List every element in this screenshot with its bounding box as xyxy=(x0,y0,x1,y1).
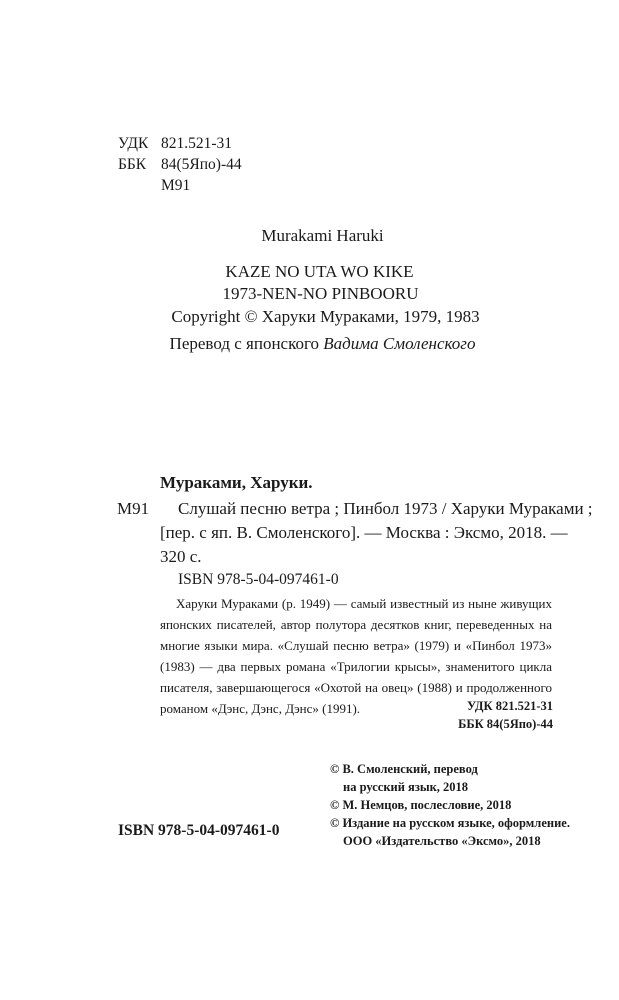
translation-credit xyxy=(0,332,619,355)
copyright-block xyxy=(330,760,570,850)
catalog-line3: 320 с. xyxy=(160,547,202,566)
copyright-translation-cont: на русский язык, 2018 xyxy=(343,780,469,794)
translator-name: Вадима Смоленского xyxy=(323,334,476,353)
original-title-line1: KAZE NO UTA WO KIKE xyxy=(225,262,414,281)
catalog-line1: Слушай песню ветра ; Пинбол 1973 / Харуки Мураками ; xyxy=(178,499,593,518)
bottom-bbk: ББК 84(5Япо)-44 xyxy=(458,717,553,731)
udk-line xyxy=(118,134,232,154)
copyright-publisher: ООО «Издательство «Эксмо», 2018 xyxy=(343,834,541,848)
copyright-line: Copyright © Харуки Мураками, 1979, 1983 xyxy=(171,307,480,326)
catalog-line2: [пер. с яп. В. Смоленского]. — Москва : Эксмо, 2018. — xyxy=(160,523,568,542)
bottom-classification xyxy=(458,697,553,733)
bbk-value: 84(5Япо)-44 xyxy=(161,156,242,173)
author-mark: М91 xyxy=(161,177,191,194)
catalog-isbn: ISBN 978-5-04-097461-0 xyxy=(178,571,339,588)
copyright-edition: © Издание на русском языке, оформление. xyxy=(330,816,570,830)
original-title-line2: 1973-NEN-NO PINBOORU xyxy=(222,284,419,303)
annotation-text: Харуки Мураками (р. 1949) — самый известный из ныне живущих японских писателей, автор полутора десятков книг, переведенных на многие языки мира. «Слушай песню ветра» (1979) и «Пинбол 1973» (1983) — два первых романа «Трилогии крысы», знаменитого цикла писателя, завершающегося «Охотой на овец» (1988) и продолженного романом «Дэнс, Дэнс, Дэнс» (1991). xyxy=(160,596,552,716)
bbk-label: ББК xyxy=(118,156,147,173)
bbk-line xyxy=(118,155,242,175)
copyright-afterword: © М. Немцов, послесловие, 2018 xyxy=(330,798,512,812)
catalog-heading: Мураками, Харуки. xyxy=(160,473,313,492)
udk-value: 821.521-31 xyxy=(161,135,233,152)
bottom-udk: УДК 821.521-31 xyxy=(467,699,553,713)
original-author: Murakami Haruki xyxy=(261,226,384,245)
copyright-translation: © В. Смоленский, перевод xyxy=(330,762,478,776)
bottom-isbn: ISBN 978-5-04-097461-0 xyxy=(118,822,280,839)
translation-prefix: Перевод с японского xyxy=(169,334,324,353)
catalog-mark: М91 xyxy=(117,499,150,518)
udk-label: УДК xyxy=(118,135,149,152)
